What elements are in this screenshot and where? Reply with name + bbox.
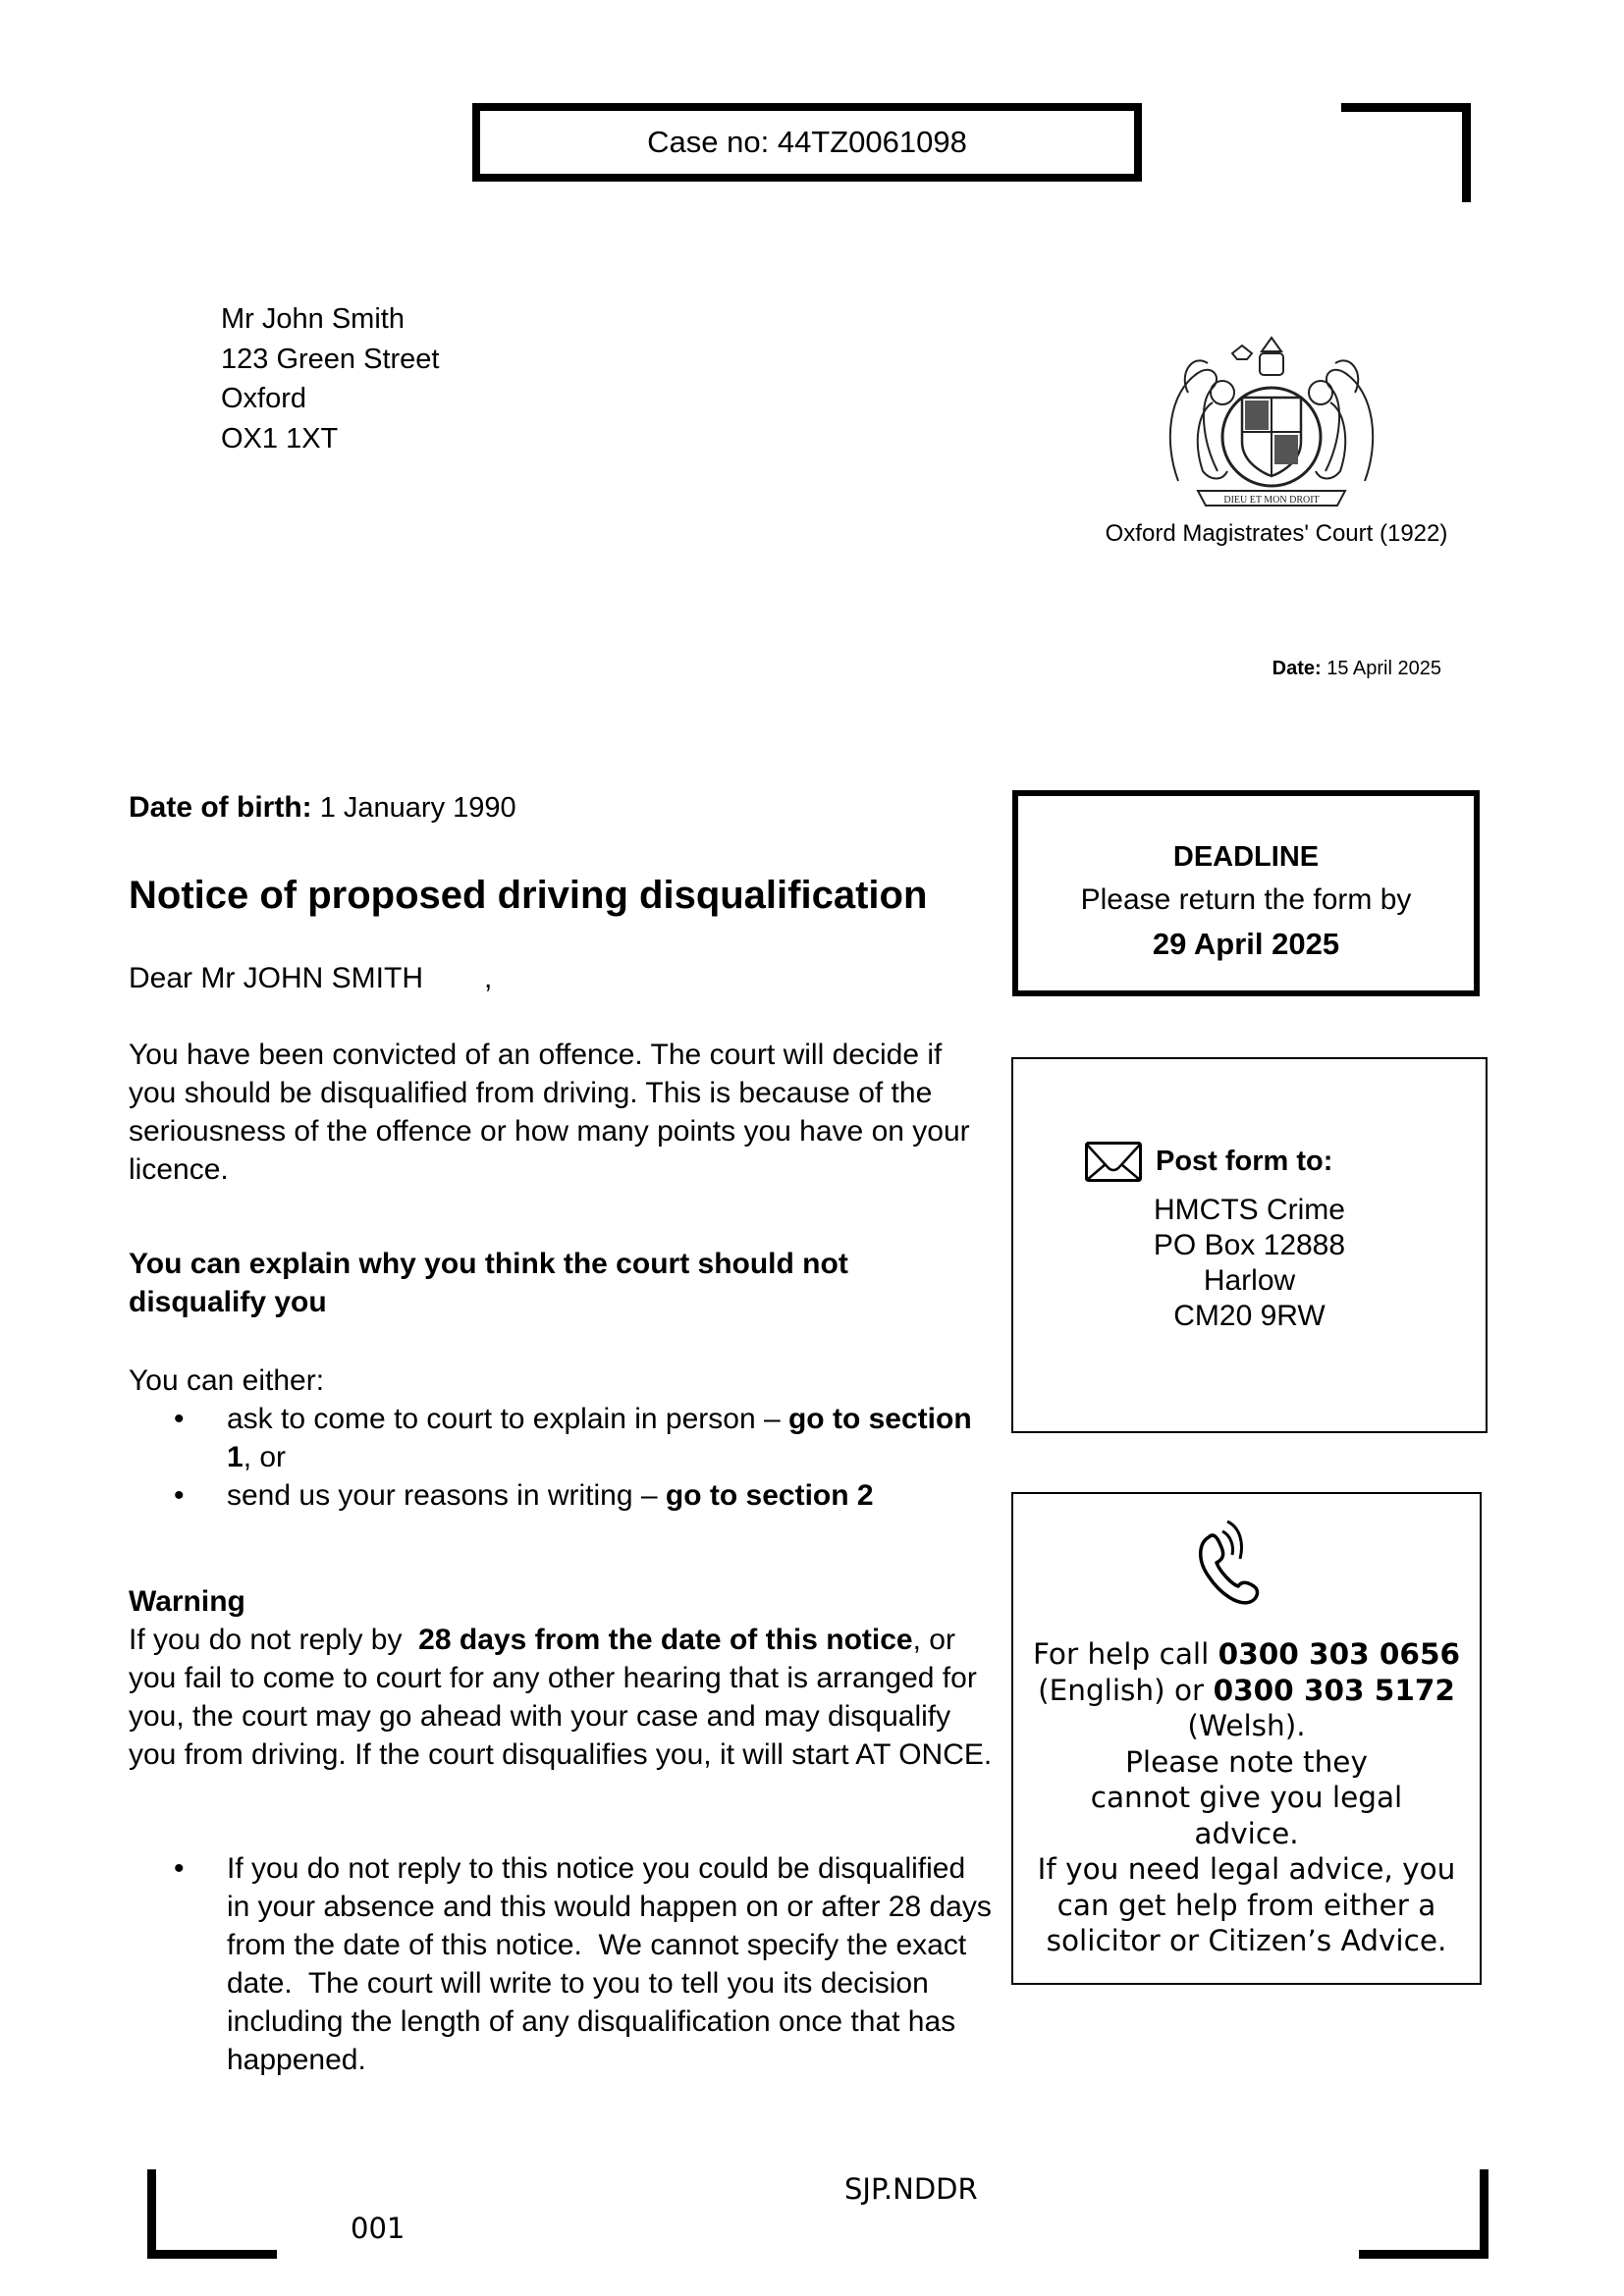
english-phone-number[interactable]: 0300 303 0656	[1218, 1637, 1460, 1671]
help-text	[1013, 1636, 1480, 1959]
options-list	[129, 1400, 993, 1515]
post-address-line: PO Box 12888	[1153, 1229, 1346, 1261]
recipient-postcode: OX1 1XT	[221, 422, 339, 454]
absence-section	[129, 1849, 1001, 2079]
intro-paragraph: You have been convicted of an offence. The court will decide if you should be disqualified from driving. This is because of the seriousness of the offence or how many points you have on your licence.	[129, 1039, 970, 1186]
deadline-title: DEADLINE	[1172, 841, 1320, 873]
warning-title: Warning	[129, 1585, 245, 1618]
absence-bullet: • If you do not reply to this notice you could be disqualified in your absence and this would happen on or after 28 days from the date of this notice. We cannot specify the exact date. The court will write to you to tell you its decision including the length of any disqualification once that has happened.	[129, 1849, 993, 2079]
salutation-comma: ,	[484, 962, 493, 994]
option-suffix: , or	[243, 1441, 287, 1473]
help-call-pre: For help call	[1032, 1637, 1218, 1671]
post-address-line: CM20 9RW	[1173, 1300, 1326, 1332]
legal-advice-help: If you need legal advice, you can get help from either a solicitor or Citizen’s Advice.	[1037, 1852, 1456, 1957]
deadline-text: Please return the form by	[1080, 883, 1412, 916]
welsh-phone-number[interactable]: 0300 303 5172	[1213, 1673, 1455, 1707]
phone-icon	[1195, 1516, 1273, 1609]
recipient-name: Mr John Smith	[221, 303, 405, 335]
warning-deadline: 28 days from the date of this notice	[418, 1624, 913, 1656]
explain-heading: You can explain why you think the court should not disqualify you	[129, 1248, 848, 1318]
post-address-box	[1011, 1057, 1488, 1433]
dob-value: 1 January 1990	[319, 792, 516, 824]
case-number: 44TZ0061098	[777, 125, 967, 159]
form-code: SJP.NDDR	[844, 2172, 978, 2206]
option-text: send us your reasons in writing –	[227, 1479, 666, 1512]
page-number: 001	[351, 2212, 406, 2245]
option-item-attend	[129, 1400, 993, 1476]
english-label: (English) or	[1038, 1637, 1470, 1707]
post-address	[1013, 1193, 1486, 1334]
post-heading-row	[1085, 1142, 1332, 1182]
option-section-link: go to section 1	[227, 1403, 972, 1473]
option-item-writing	[129, 1476, 993, 1515]
date-value: 15 April 2025	[1326, 658, 1441, 679]
letter-date	[1080, 658, 1441, 680]
page-title: Notice of proposed driving disqualification	[129, 874, 928, 917]
option-section-link: go to section 2	[665, 1479, 874, 1512]
post-address-line: HMCTS Crime	[1154, 1194, 1345, 1226]
warning-post: , or you fail to come to court for any other hearing that is arranged for you, the court may go ahead with your case and may disqualify you from driving. If the court disqualifies you, it will start AT ONCE.	[129, 1624, 993, 1771]
dob-label: Date of birth:	[129, 791, 312, 824]
royal-coat-of-arms-icon	[1159, 334, 1384, 515]
deadline-date: 29 April 2025	[1152, 927, 1340, 961]
deadline-box	[1012, 790, 1480, 996]
warning-section	[129, 1582, 993, 1774]
absence-list	[129, 1849, 1001, 2079]
recipient-address	[221, 299, 439, 458]
either-label: You can either:	[129, 1364, 325, 1397]
envelope-icon	[1085, 1142, 1142, 1182]
legal-advice-note: Please note they cannot give you legal advice.	[1090, 1744, 1403, 1850]
court-name: Oxford Magistrates' Court (1922)	[1105, 520, 1448, 547]
crop-mark-top-right	[1341, 103, 1471, 202]
case-label: Case no:	[647, 125, 770, 159]
crest-motto: DIEU ET MON DROIT	[1223, 495, 1320, 506]
option-text: ask to come to court to explain in person –	[227, 1403, 788, 1435]
help-box	[1011, 1492, 1482, 1985]
post-heading: Post form to:	[1156, 1146, 1333, 1177]
salutation	[129, 962, 492, 995]
date-of-birth	[129, 791, 516, 825]
crop-mark-bottom-left	[147, 2169, 277, 2259]
warning-text	[129, 1621, 993, 1774]
warning-pre: If you do not reply by	[129, 1624, 419, 1656]
date-label: Date:	[1272, 658, 1322, 679]
crop-mark-bottom-right	[1359, 2169, 1489, 2259]
recipient-street: 123 Green Street	[221, 343, 440, 375]
post-address-line: Harlow	[1203, 1264, 1296, 1297]
recipient-town: Oxford	[221, 383, 307, 414]
welsh-label: (Welsh).	[1187, 1709, 1306, 1742]
salutation-name: Dear Mr JOHN SMITH	[129, 962, 423, 994]
options-section	[129, 1362, 993, 1515]
case-number-box	[472, 103, 1142, 182]
